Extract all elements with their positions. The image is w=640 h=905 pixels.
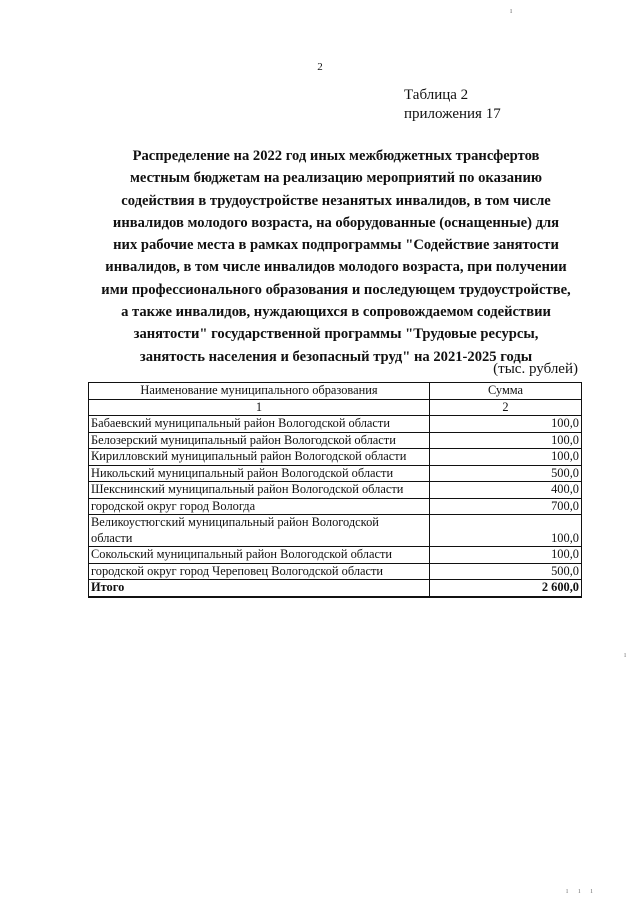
table-row bbox=[89, 515, 582, 547]
title-line: содействия в трудоустройстве незанятых инвалидов, в том числе bbox=[121, 192, 551, 209]
municipality-name: городской округ город Череповец Вологодской области bbox=[89, 563, 430, 580]
document-title bbox=[86, 145, 586, 368]
units-label: (тыс. рублей) bbox=[493, 361, 578, 377]
title-line: инвалидов молодого возраста, на оборудованные (оснащенные) для bbox=[112, 214, 560, 231]
column-number-row bbox=[89, 399, 582, 416]
title-line: а также инвалидов, нуждающихся в сопровождаемом содействии bbox=[121, 304, 551, 321]
title-line: инвалидов, в том числе инвалидов молодого возраста, при получении bbox=[105, 259, 567, 276]
header-name: Наименование муниципального образования bbox=[89, 383, 430, 400]
amount: 100,0 bbox=[430, 515, 582, 547]
amount: 100,0 bbox=[430, 416, 582, 433]
amount: 500,0 bbox=[430, 563, 582, 580]
amount: 100,0 bbox=[430, 432, 582, 449]
table-row bbox=[89, 465, 582, 482]
table-header-row bbox=[89, 383, 582, 400]
scan-mark: ı bbox=[510, 6, 513, 15]
municipality-name: Белозерский муниципальный район Вологодской области bbox=[89, 432, 430, 449]
annex-reference bbox=[404, 86, 501, 124]
header-sum: Сумма bbox=[430, 383, 582, 400]
total-amount: 2 600,0 bbox=[430, 580, 582, 597]
municipality-name: Шекснинский муниципальный район Вологодской области bbox=[89, 482, 430, 499]
municipality-name-line: области bbox=[91, 530, 133, 545]
title-line: них рабочие места в рамках подпрограммы "Содействие занятости bbox=[113, 237, 559, 254]
column-number-sum: 2 bbox=[430, 399, 582, 416]
amount: 100,0 bbox=[430, 449, 582, 466]
title-line: занятость населения и безопасный труд" на 2021-2025 годы bbox=[139, 348, 533, 365]
table-row bbox=[89, 563, 582, 580]
scan-mark: ı bbox=[624, 650, 627, 659]
title-line: ими профессионального образования и последующем трудоустройстве, bbox=[101, 281, 571, 298]
municipality-name: Никольский муниципальный район Вологодской области bbox=[89, 465, 430, 482]
municipality-name: Сокольский муниципальный район Вологодской области bbox=[89, 547, 430, 564]
municipality-name: городской округ город Вологда bbox=[89, 498, 430, 515]
amount: 400,0 bbox=[430, 482, 582, 499]
amount: 500,0 bbox=[430, 465, 582, 482]
amount: 700,0 bbox=[430, 498, 582, 515]
table-row bbox=[89, 449, 582, 466]
municipality-name: Кирилловский муниципальный район Вологодской области bbox=[89, 449, 430, 466]
table-row bbox=[89, 416, 582, 433]
municipality-name-line: Великоустюгский муниципальный район Вологодской bbox=[91, 515, 379, 529]
municipality-name bbox=[89, 515, 430, 547]
annex-appendix-label: приложения 17 bbox=[404, 106, 501, 122]
amount: 100,0 bbox=[430, 547, 582, 564]
table-row bbox=[89, 547, 582, 564]
scan-mark: ı ı ı bbox=[566, 886, 597, 895]
total-row bbox=[89, 580, 582, 597]
table-row bbox=[89, 482, 582, 499]
column-number-name: 1 bbox=[89, 399, 430, 416]
title-line: местным бюджетам на реализацию мероприятий по оказанию bbox=[129, 170, 543, 187]
total-label: Итого bbox=[89, 580, 430, 597]
annex-table-label: Таблица 2 bbox=[404, 87, 469, 103]
table-row bbox=[89, 432, 582, 449]
title-line: Распределение на 2022 год иных межбюджетных трансфертов bbox=[132, 148, 540, 164]
table-row bbox=[89, 498, 582, 515]
allocation-table bbox=[88, 382, 582, 598]
municipality-name: Бабаевский муниципальный район Вологодской области bbox=[89, 416, 430, 433]
page-number: 2 bbox=[317, 61, 323, 73]
title-line: занятости" государственной программы "Трудовые ресурсы, bbox=[133, 326, 539, 343]
